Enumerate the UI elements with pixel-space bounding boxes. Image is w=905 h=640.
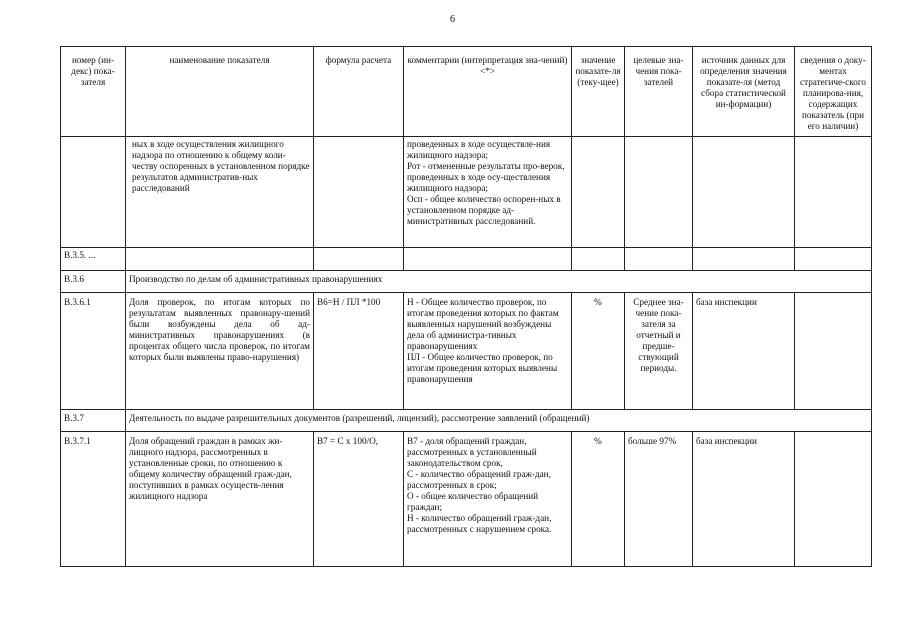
header-target: целевые зна-чения пока-зателей	[625, 47, 693, 137]
cell-formula	[314, 137, 404, 248]
cell-comment	[404, 248, 572, 271]
cell-comment	[404, 293, 572, 410]
cell-index	[61, 137, 126, 248]
header-row	[61, 47, 872, 137]
header-index: номер (ин-декс) пока-зателя	[61, 47, 126, 137]
cell-strategic-docs	[795, 137, 872, 248]
cell-comment	[404, 432, 572, 567]
cell-strategic-docs	[795, 293, 872, 410]
cell-comment	[404, 137, 572, 248]
header-name: наименование показателя	[126, 47, 314, 137]
cell-strategic-docs	[795, 248, 872, 271]
table-row-b361	[61, 293, 872, 410]
table-row-b371	[61, 432, 872, 567]
header-strategic-docs: сведения о доку-ментах стратегиче-ского планирова-ния, содержащих показатель (при его наличии)	[795, 47, 872, 137]
cell-index: В.3.5. ...	[61, 248, 126, 271]
table-row-b37-section	[61, 410, 872, 432]
cell-source: база инспекции	[693, 293, 795, 410]
cell-comment-text: Н - Общее количество проверок, по итогам проведения которых по фактам выявленных нарушений возбуждены дела об администра-тивных правонарушениях ПЛ - Общее количество проверок, по итогам проведения которых выявлены правонарушения	[407, 297, 559, 384]
cell-target	[625, 137, 693, 248]
cell-formula	[314, 248, 404, 271]
table-row-b35	[61, 248, 872, 271]
header-source: источник данных для определения значения показате-ля (метод сбора статистической ин-формации)	[693, 47, 795, 137]
table-row-continuation	[61, 137, 872, 248]
cell-source	[693, 248, 795, 271]
section-title: Производство по делам об административных правонарушениях	[126, 271, 872, 293]
page-number: 6	[450, 14, 455, 25]
table-row-b36-section	[61, 271, 872, 293]
header-formula: формула расчета	[314, 47, 404, 137]
cell-formula: В7 = С х 100/О,	[314, 432, 404, 567]
header-current-value: значение показате-ля (теку-щее)	[572, 47, 625, 137]
cell-comment-text: проведенных в ходе осуществле-ния жилищного надзора; Рот - отмененные результаты про-верок, проведенных в ходе осу-ществления жилищного надзора; Осп - общее количество оспорен-ных в установленном порядке ад-министративных расследований.	[407, 139, 565, 226]
cell-index: В.3.6	[61, 271, 126, 293]
cell-formula: В6=Н / ПЛ *100	[314, 293, 404, 410]
cell-name: Доля обращений граждан в рамках жи-лищного надзора, рассмотренных в установленные сроки, по отношению к общему количеству обращений граж-дан, поступивших в рамках осуществ-ления жилищного надзора	[126, 432, 314, 567]
cell-comment-text: В7 - доля обращений граждан, рассмотренных в установленный законодательством срок, С - количество обращений граж-дан, рассмотренных в срок; О - общее количество обращений граждан; Н - количество обращений граж-дан, рассмотренных с нарушением срока.	[407, 436, 552, 534]
cell-source: база инспекции	[693, 432, 795, 567]
cell-name: Доля проверок, по итогам которых по результатам выявленных правонару-шений были возбуждены дела об ад-министративных правонарушениях (в процентах общего числа проверок, по итогам которых были выявлены право-нарушения)	[126, 293, 314, 410]
cell-source	[693, 137, 795, 248]
cell-name	[126, 248, 314, 271]
cell-current-value: %	[572, 293, 625, 410]
cell-index: В.3.6.1	[61, 293, 126, 410]
cell-index: В.3.7.1	[61, 432, 126, 567]
cell-name	[126, 137, 314, 248]
indicators-table	[60, 46, 872, 567]
cell-index: В.3.7	[61, 410, 126, 432]
cell-current-value	[572, 137, 625, 248]
cell-name-text: ных в ходе осуществления жилищного надзора по отношению к общему коли-честву оспоренных в установленном порядке результатов административ-ных расследований	[132, 139, 310, 193]
cell-target: Среднее зна-чение пока-зателя за отчетный и предше-ствующий периоды.	[625, 293, 693, 410]
cell-target	[625, 248, 693, 271]
cell-strategic-docs	[795, 432, 872, 567]
cell-current-value: %	[572, 432, 625, 567]
section-title: Деятельность по выдаче разрешительных документов (разрешений, лицензий), рассмотрение заявлений (обращений)	[126, 410, 872, 432]
cell-target: больше 97%	[625, 432, 693, 567]
header-comment: комментарии (интерпретация зна-чений) <*>	[404, 47, 572, 137]
cell-current-value	[572, 248, 625, 271]
